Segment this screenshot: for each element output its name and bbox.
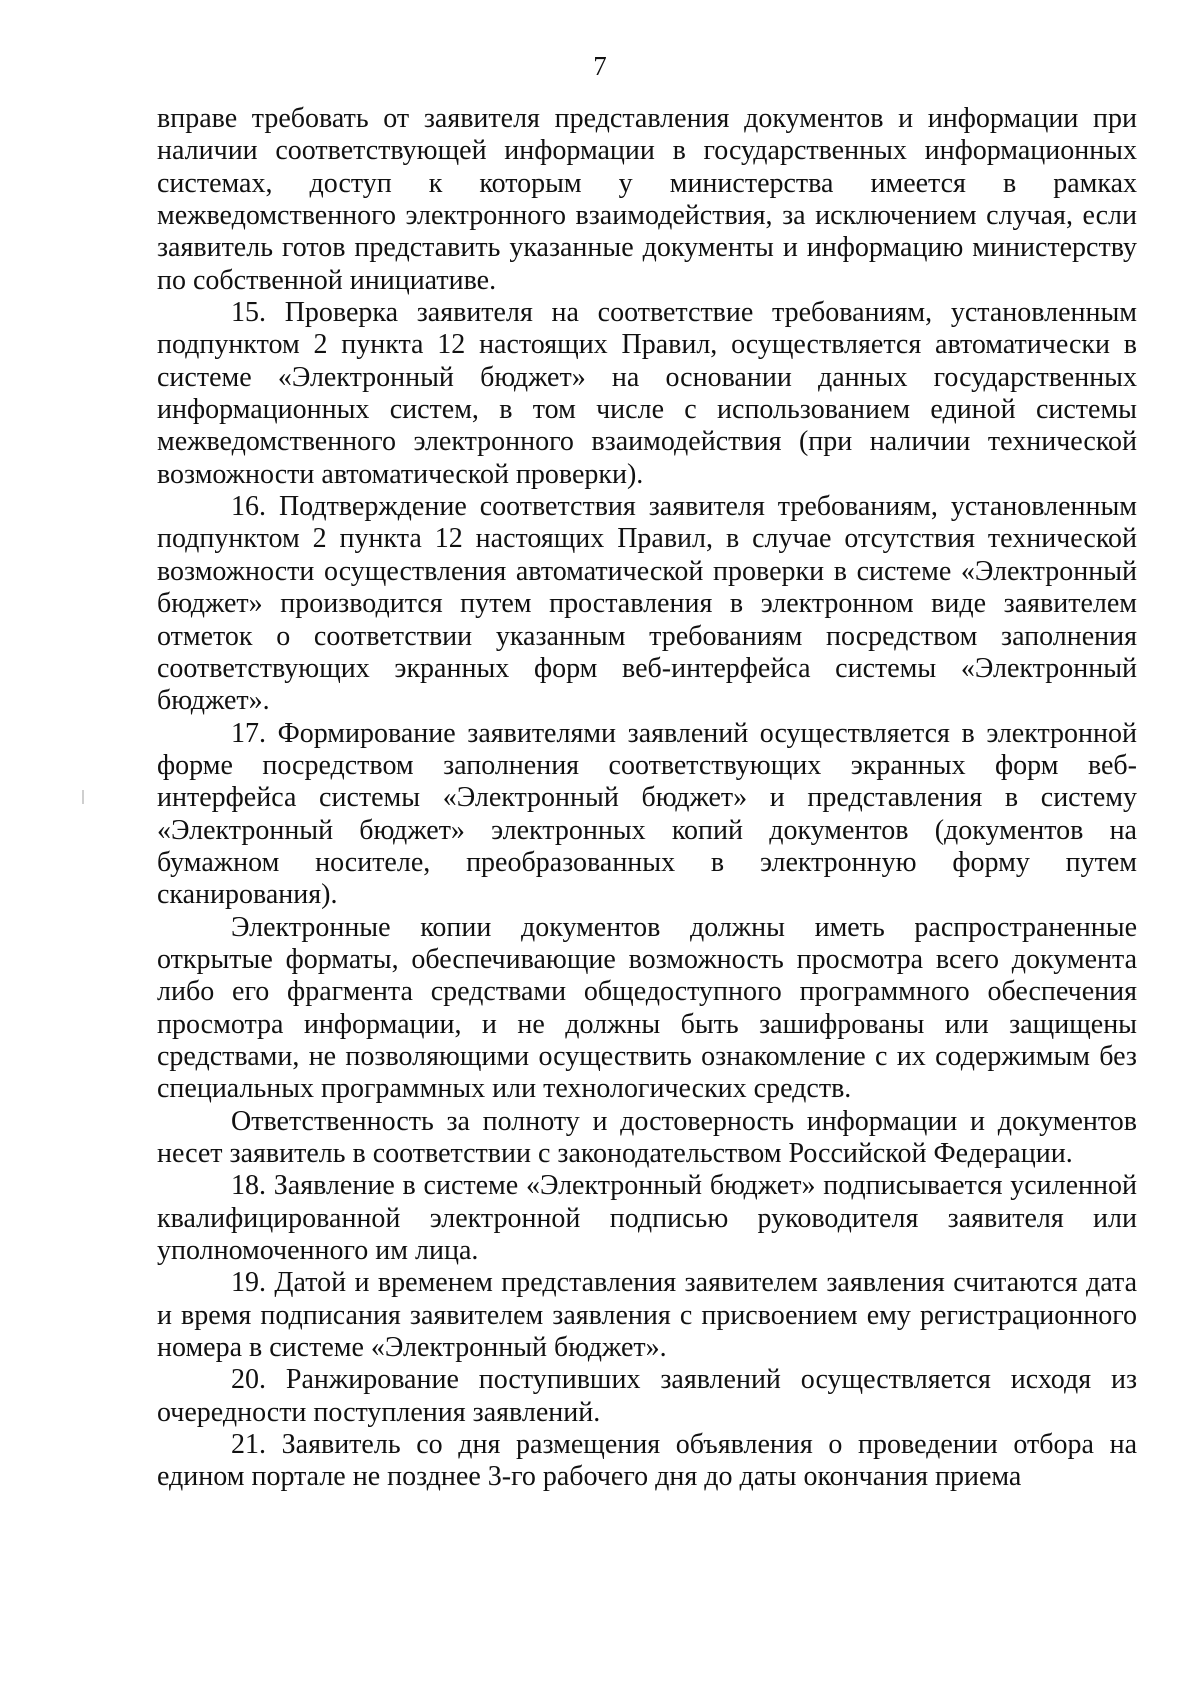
scan-artifact-mark: [82, 790, 84, 804]
paragraph-15: 15. Проверка заявителя на соответствие требованиям, установленным подпунктом 2 пункта 12 настоящих Правил, осуществляется автоматически в системе «Электронный бюджет» на основании данных государственных информационных систем, в том числе с использованием единой системы межведомственного электронного взаимодействия (при наличии технической возможности автоматической проверки).: [157, 297, 1137, 490]
paragraph-20: 20. Ранжирование поступивших заявлений осуществляется исходя из очередности поступления заявлений.: [157, 1364, 1137, 1428]
paragraph-18: 18. Заявление в системе «Электронный бюджет» подписывается усиленной квалифицированной электронной подписью руководителя заявителя или уполномоченного им лица.: [157, 1170, 1137, 1267]
paragraph-17-electronic-copies: Электронные копии документов должны иметь распространенные открытые форматы, обеспечивающие возможность просмотра всего документа либо его фрагмента средствами общедоступного программного обеспечения просмотра информации, и не должны быть зашифрованы или защищены средствами, не позволяющими осуществить ознакомление с их содержимым без специальных программных или технологических средств.: [157, 911, 1137, 1105]
paragraph-16: 16. Подтверждение соответствия заявителя требованиям, установленным подпунктом 2 пункта 12 настоящих Правил, в случае отсутствия технической возможности осуществления автоматической проверки в системе «Электронный бюджет» производится путем проставления в электронном виде заявителем отметок о соответствии указанным требованиям посредством заполнения соответствующих экранных форм веб-интерфейса системы «Электронный бюджет».: [157, 491, 1137, 717]
paragraph-19: 19. Датой и временем представления заявителем заявления считаются дата и время подписания заявителем заявления с присвоением ему регистрационного номера в системе «Электронный бюджет».: [157, 1267, 1137, 1364]
paragraph-17: 17. Формирование заявителями заявлений осуществляется в электронной форме посредством заполнения соответствующих экранных форм веб-интерфейса системы «Электронный бюджет» и представления в систему «Электронный бюджет» электронных копий документов (документов на бумажном носителе, преобразованных в электронную форму путем сканирования).: [157, 717, 1137, 911]
paragraph-17-responsibility: Ответственность за полноту и достоверность информации и документов несет заявитель в соответствии с законодательством Российской Федерации.: [157, 1105, 1137, 1169]
document-body: [157, 103, 1137, 1494]
page-number: 7: [593, 51, 607, 81]
paragraph-21: 21. Заявитель со дня размещения объявления о проведении отбора на едином портале не позднее 3-го рабочего дня до даты окончания приема: [157, 1429, 1137, 1493]
paragraph-continuation: вправе требовать от заявителя представления документов и информации при наличии соответствующей информации в государственных информационных системах, доступ к которым у министерства имеется в рамках межведомственного электронного взаимодействия, за исключением случая, если заявитель готов представить указанные документы и информацию министерству по собственной инициативе.: [157, 103, 1137, 296]
